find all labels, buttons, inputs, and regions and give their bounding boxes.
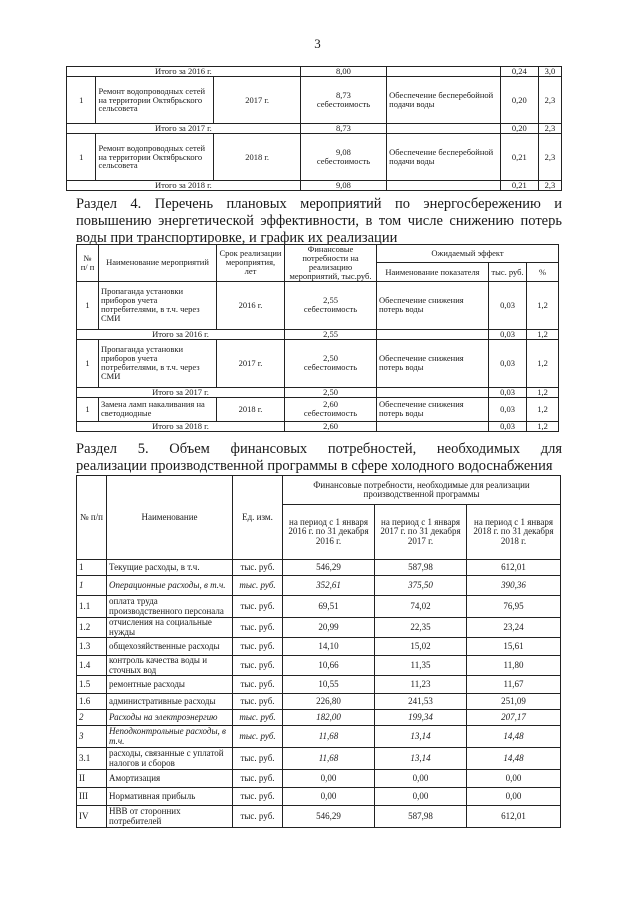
empty-cell bbox=[377, 387, 489, 397]
col-num: № п/п bbox=[77, 476, 107, 560]
row-unit: тыс. руб. bbox=[233, 748, 283, 770]
row-name: Амортизация bbox=[107, 770, 233, 788]
row-name: расходы, связанные с уплатой налогов и сборов bbox=[107, 748, 233, 770]
row-unit: тыс. руб. bbox=[233, 596, 283, 618]
row-unit: тыс. руб. bbox=[233, 618, 283, 638]
table-row bbox=[77, 618, 561, 638]
measure-year: 2016 г. bbox=[217, 281, 285, 329]
effect-name: Обеспечение бесперебойной подачи воды bbox=[387, 134, 501, 181]
row-name: Текущие расходы, в т.ч. bbox=[107, 560, 233, 576]
row-name: общехозяйственные расходы bbox=[107, 638, 233, 656]
total-finance: 8,73 bbox=[300, 124, 386, 134]
finance-value: 8,73 bbox=[336, 90, 351, 101]
col-term: Срок реализации мероприятия, лет bbox=[217, 245, 285, 282]
table-row bbox=[77, 339, 559, 387]
col-effect-rub: тыс. руб. bbox=[489, 263, 527, 281]
total-rub: 0,21 bbox=[500, 181, 538, 191]
row-name: административные расходы bbox=[107, 694, 233, 710]
total-finance: 2,55 bbox=[285, 329, 377, 339]
total-label: Итого за 2018 г. bbox=[77, 421, 285, 431]
total-finance: 2,50 bbox=[285, 387, 377, 397]
total-label: Итого за 2018 г. bbox=[67, 181, 301, 191]
table-row bbox=[67, 77, 562, 124]
finance-note: себестоимость bbox=[316, 99, 371, 109]
value-2017: 15,02 bbox=[375, 638, 467, 656]
value-2017: 22,35 bbox=[375, 618, 467, 638]
empty-cell bbox=[387, 124, 501, 134]
row-number: 1 bbox=[77, 281, 99, 329]
effect-rub: 0,20 bbox=[500, 77, 538, 124]
total-pct: 2,3 bbox=[538, 181, 561, 191]
measure-name: Ремонт водопроводных сетей на территории Октябрьского сельсовета bbox=[96, 77, 214, 124]
col-finance: Финансовые потребности на реализацию мероприятий, тыс.руб. bbox=[285, 245, 377, 282]
value-2017: 0,00 bbox=[375, 788, 467, 806]
finance-cell bbox=[285, 397, 377, 421]
measure-year: 2017 г. bbox=[214, 77, 300, 124]
measure-year: 2017 г. bbox=[217, 339, 285, 387]
table-row bbox=[77, 710, 561, 726]
effect-pct: 2,3 bbox=[538, 134, 561, 181]
total-rub: 0,24 bbox=[500, 67, 538, 77]
financial-needs-table bbox=[76, 475, 561, 828]
value-2018: 612,01 bbox=[467, 806, 561, 828]
row-number: 1 bbox=[77, 339, 99, 387]
page-number: 3 bbox=[314, 36, 321, 51]
row-number: 1.6 bbox=[77, 694, 107, 710]
row-number: IV bbox=[77, 806, 107, 828]
col-2017: на период с 1 января 2017 г. по 31 декабря 2017 г. bbox=[375, 505, 467, 560]
row-number: 1.3 bbox=[77, 638, 107, 656]
row-name: оплата труда производственного персонала bbox=[107, 596, 233, 618]
finance-cell bbox=[285, 281, 377, 329]
total-rub: 0,03 bbox=[489, 387, 527, 397]
col-2016: на период с 1 января 2016 г. по 31 декабря 2016 г. bbox=[283, 505, 375, 560]
row-unit: тыс. руб. bbox=[233, 694, 283, 710]
finance-value: 2,55 bbox=[323, 295, 338, 306]
col-effect-pct: % bbox=[527, 263, 559, 281]
col-effect: Ожидаемый эффект bbox=[377, 245, 559, 263]
table-row bbox=[77, 726, 561, 748]
value-2018: 251,09 bbox=[467, 694, 561, 710]
row-name: Расходы на электроэнергию bbox=[107, 710, 233, 726]
row-number: 1.2 bbox=[77, 618, 107, 638]
row-unit: тыс. руб. bbox=[233, 638, 283, 656]
row-number: 1 bbox=[77, 576, 107, 596]
row-name: ремонтные расходы bbox=[107, 676, 233, 694]
value-2016: 14,10 bbox=[283, 638, 375, 656]
total-finance: 8,00 bbox=[300, 67, 386, 77]
value-2016: 546,29 bbox=[283, 806, 375, 828]
row-number: 1 bbox=[77, 560, 107, 576]
row-name: Неподконтрольные расходы, в т.ч. bbox=[107, 726, 233, 748]
row-unit: тыс. руб. bbox=[233, 710, 283, 726]
value-2017: 241,53 bbox=[375, 694, 467, 710]
value-2018: 207,17 bbox=[467, 710, 561, 726]
value-2016: 11,68 bbox=[283, 726, 375, 748]
row-name: Нормативная прибыль bbox=[107, 788, 233, 806]
total-pct: 1,2 bbox=[527, 421, 559, 431]
total-label: Итого за 2017 г. bbox=[67, 124, 301, 134]
total-finance: 9,08 bbox=[300, 181, 386, 191]
value-2018: 15,61 bbox=[467, 638, 561, 656]
total-pct: 2,3 bbox=[538, 124, 561, 134]
finance-cell bbox=[300, 77, 386, 124]
col-unit: Ед. изм. bbox=[233, 476, 283, 560]
value-2016: 182,00 bbox=[283, 710, 375, 726]
value-2018: 390,36 bbox=[467, 576, 561, 596]
table-row bbox=[77, 806, 561, 828]
value-2017: 13,14 bbox=[375, 748, 467, 770]
value-2017: 587,98 bbox=[375, 560, 467, 576]
effect-rub: 0,03 bbox=[489, 281, 527, 329]
value-2017: 13,14 bbox=[375, 726, 467, 748]
effect-pct: 1,2 bbox=[527, 281, 559, 329]
value-2016: 69,51 bbox=[283, 596, 375, 618]
value-2017: 74,02 bbox=[375, 596, 467, 618]
value-2016: 0,00 bbox=[283, 788, 375, 806]
measure-name: Замена ламп накаливания на светодиодные bbox=[99, 397, 217, 421]
table-row bbox=[77, 560, 561, 576]
value-2018: 11,80 bbox=[467, 656, 561, 676]
total-finance: 2,60 bbox=[285, 421, 377, 431]
table-row bbox=[77, 748, 561, 770]
total-label: Итого за 2016 г. bbox=[67, 67, 301, 77]
table-row bbox=[77, 770, 561, 788]
effect-name: Обеспечение снижения потерь воды bbox=[377, 339, 489, 387]
finance-value: 2,50 bbox=[323, 353, 338, 364]
section-4-heading: Раздел 4. Перечень плановых мероприятий по энергосбережению и повышению энергетической эффективности, в том числе снижению потерь воды при транспортировке, и график их реализации bbox=[76, 196, 562, 246]
total-row bbox=[77, 387, 559, 397]
total-row bbox=[77, 421, 559, 431]
table-row bbox=[77, 656, 561, 676]
value-2018: 14,48 bbox=[467, 726, 561, 748]
table-row bbox=[77, 397, 559, 421]
row-unit: тыс. руб. bbox=[233, 576, 283, 596]
value-2016: 11,68 bbox=[283, 748, 375, 770]
row-number: 1 bbox=[67, 134, 96, 181]
table-row bbox=[67, 134, 562, 181]
row-number: 3.1 bbox=[77, 748, 107, 770]
col-2018: на период с 1 января 2018 г. по 31 декабря 2018 г. bbox=[467, 505, 561, 560]
total-pct: 1,2 bbox=[527, 387, 559, 397]
empty-cell bbox=[377, 329, 489, 339]
measure-year: 2018 г. bbox=[217, 397, 285, 421]
finance-cell bbox=[285, 339, 377, 387]
row-unit: тыс. руб. bbox=[233, 726, 283, 748]
value-2016: 10,55 bbox=[283, 676, 375, 694]
col-num: № п/ п bbox=[77, 245, 99, 282]
table-row bbox=[77, 576, 561, 596]
effect-rub: 0,21 bbox=[500, 134, 538, 181]
value-2016: 0,00 bbox=[283, 770, 375, 788]
section-5-heading: Раздел 5. Объем финансовых потребностей, необходимых для реализации производственной программы в сфере холодного водоснабжения bbox=[76, 441, 562, 474]
finance-cell bbox=[300, 134, 386, 181]
value-2018: 11,67 bbox=[467, 676, 561, 694]
effect-rub: 0,03 bbox=[489, 339, 527, 387]
table-row bbox=[77, 596, 561, 618]
col-name: Наименование bbox=[107, 476, 233, 560]
total-row bbox=[67, 124, 562, 134]
finance-note: себестоимость bbox=[303, 408, 358, 419]
total-rub: 0,03 bbox=[489, 421, 527, 431]
value-2017: 587,98 bbox=[375, 806, 467, 828]
row-unit: тыс. руб. bbox=[233, 656, 283, 676]
value-2016: 352,61 bbox=[283, 576, 375, 596]
row-unit: тыс. руб. bbox=[233, 806, 283, 828]
measures-table-continued bbox=[66, 66, 562, 191]
effect-name: Обеспечение бесперебойной подачи воды bbox=[387, 77, 501, 124]
total-row bbox=[67, 67, 562, 77]
effect-pct: 2,3 bbox=[538, 77, 561, 124]
value-2017: 0,00 bbox=[375, 770, 467, 788]
table-row bbox=[77, 676, 561, 694]
total-rub: 0,03 bbox=[489, 329, 527, 339]
value-2018: 612,01 bbox=[467, 560, 561, 576]
row-number: 1 bbox=[77, 397, 99, 421]
row-unit: тыс. руб. bbox=[233, 676, 283, 694]
measure-year: 2018 г. bbox=[214, 134, 300, 181]
total-rub: 0,20 bbox=[500, 124, 538, 134]
total-pct: 3,0 bbox=[538, 67, 561, 77]
finance-note: себестоимость bbox=[316, 156, 371, 166]
value-2016: 226,80 bbox=[283, 694, 375, 710]
finance-value: 2,60 bbox=[323, 399, 338, 410]
table-row bbox=[77, 638, 561, 656]
effect-rub: 0,03 bbox=[489, 397, 527, 421]
value-2016: 20,99 bbox=[283, 618, 375, 638]
total-label: Итого за 2016 г. bbox=[77, 329, 285, 339]
value-2017: 11,23 bbox=[375, 676, 467, 694]
value-2016: 546,29 bbox=[283, 560, 375, 576]
value-2018: 14,48 bbox=[467, 748, 561, 770]
energy-saving-table bbox=[76, 244, 559, 432]
row-unit: тыс. руб. bbox=[233, 788, 283, 806]
row-number: 3 bbox=[77, 726, 107, 748]
row-name: НВВ от сторонних потребителей bbox=[107, 806, 233, 828]
effect-pct: 1,2 bbox=[527, 339, 559, 387]
total-pct: 1,2 bbox=[527, 329, 559, 339]
effect-name: Обеспечение снижения потерь воды bbox=[377, 281, 489, 329]
col-effect-name: Наименование показателя bbox=[377, 263, 489, 281]
table-row bbox=[77, 694, 561, 710]
table-row bbox=[77, 788, 561, 806]
finance-value: 9,08 bbox=[336, 147, 351, 158]
total-row bbox=[67, 181, 562, 191]
empty-cell bbox=[377, 421, 489, 431]
value-2018: 0,00 bbox=[467, 770, 561, 788]
row-number: 1.4 bbox=[77, 656, 107, 676]
finance-note: себестоимость bbox=[303, 362, 358, 373]
value-2016: 10,66 bbox=[283, 656, 375, 676]
measure-name: Пропаганда установки приборов учета потребителями, в т.ч. через СМИ bbox=[99, 339, 217, 387]
effect-pct: 1,2 bbox=[527, 397, 559, 421]
total-row bbox=[77, 329, 559, 339]
row-unit: тыс. руб. bbox=[233, 770, 283, 788]
measure-name: Пропаганда установки приборов учета потребителями, в т.ч. через СМИ bbox=[99, 281, 217, 329]
finance-note: себестоимость bbox=[303, 304, 358, 315]
measure-name: Ремонт водопроводных сетей на территории Октябрьского сельсовета bbox=[96, 134, 214, 181]
value-2017: 199,34 bbox=[375, 710, 467, 726]
effect-name: Обеспечение снижения потерь воды bbox=[377, 397, 489, 421]
empty-cell bbox=[387, 67, 501, 77]
row-name: контроль качества воды и сточных вод bbox=[107, 656, 233, 676]
total-label: Итого за 2017 г. bbox=[77, 387, 285, 397]
row-number: 1.5 bbox=[77, 676, 107, 694]
col-name: Наименование мероприятий bbox=[99, 245, 217, 282]
table-row bbox=[77, 281, 559, 329]
value-2018: 76,95 bbox=[467, 596, 561, 618]
row-number: 2 bbox=[77, 710, 107, 726]
value-2018: 23,24 bbox=[467, 618, 561, 638]
row-unit: тыс. руб. bbox=[233, 560, 283, 576]
row-number: III bbox=[77, 788, 107, 806]
value-2018: 0,00 bbox=[467, 788, 561, 806]
row-name: отчисления на социальные нужды bbox=[107, 618, 233, 638]
value-2017: 11,35 bbox=[375, 656, 467, 676]
value-2017: 375,50 bbox=[375, 576, 467, 596]
row-name: Операционные расходы, в т.ч. bbox=[107, 576, 233, 596]
empty-cell bbox=[387, 181, 501, 191]
row-number: 1 bbox=[67, 77, 96, 124]
row-number: 1.1 bbox=[77, 596, 107, 618]
col-group: Финансовые потребности, необходимые для реализации производственной программы bbox=[283, 476, 561, 505]
row-number: II bbox=[77, 770, 107, 788]
